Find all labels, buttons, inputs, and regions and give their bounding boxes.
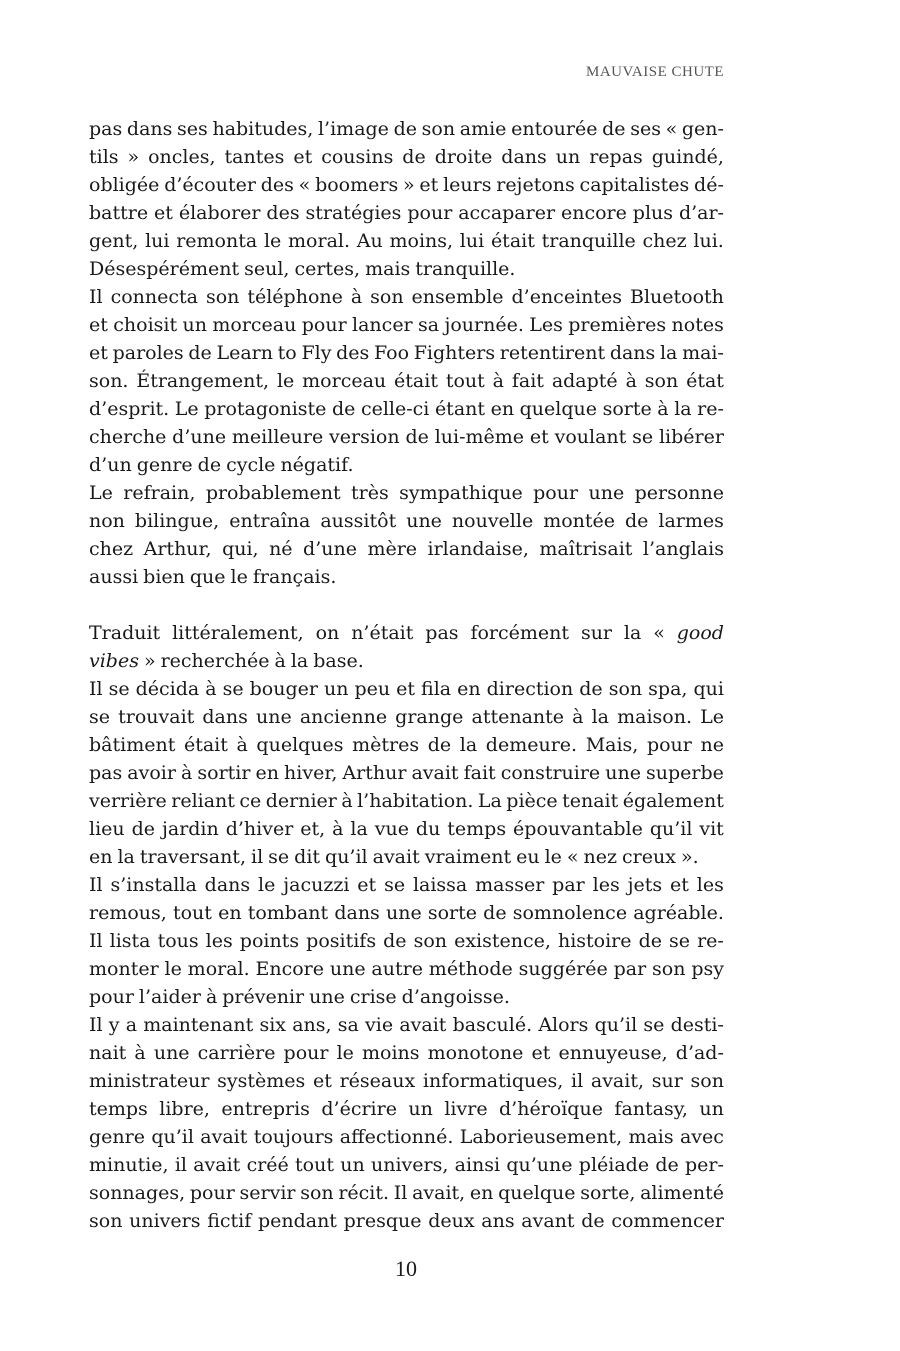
text-line: verrière reliant ce dernier à l’habitation. La pièce tenait également <box>89 790 724 812</box>
text-line: minutie, il avait créé tout un univers, ainsi qu’une pléiade de per- <box>89 1154 724 1176</box>
text-line: monter le moral. Encore une autre méthode suggérée par son psy <box>89 958 724 980</box>
text-line: Il y a maintenant six ans, sa vie avait basculé. Alors qu’il se desti- <box>89 1014 724 1036</box>
text-line: non bilingue, entraîna aussitôt une nouvelle montée de larmes <box>89 510 724 532</box>
text-line: se trouvait dans une ancienne grange attenante à la maison. Le <box>89 706 724 728</box>
text-line: tils » oncles, tantes et cousins de droite dans un repas guindé, <box>89 146 724 168</box>
text-line: pour l’aider à prévenir une crise d’angoisse. <box>89 986 510 1008</box>
text-line: Traduit littéralement, on n’était pas forcément sur la « good <box>89 622 724 644</box>
text-line: nait à une carrière pour le moins monotone et ennuyeuse, d’ad- <box>89 1042 724 1064</box>
blank-line <box>89 591 724 619</box>
text-line: Désespérément seul, certes, mais tranquille. <box>89 258 516 280</box>
text-line: d’un genre de cycle négatif. <box>89 454 354 476</box>
text-line: aussi bien que le français. <box>89 566 337 588</box>
text-line: en la traversant, il se dit qu’il avait vraiment eu le « nez creux ». <box>89 846 699 868</box>
text-line: Il se décida à se bouger un peu et fila en direction de son spa, qui <box>89 678 724 700</box>
text-line: pas dans ses habitudes, l’image de son amie entourée de ses « gen- <box>89 118 724 140</box>
text-line: et paroles de Learn to Fly des Foo Fighters retentirent dans la mai- <box>89 342 724 364</box>
text-line: chez Arthur, qui, né d’une mère irlandaise, maîtrisait l’anglais <box>89 538 724 560</box>
text-line: battre et élaborer des stratégies pour accaparer encore plus d’ar- <box>89 202 724 224</box>
text-line: obligée d’écouter des « boomers » et leurs rejetons capitalistes dé- <box>89 174 724 196</box>
text-line: bâtiment était à quelques mètres de la demeure. Mais, pour ne <box>89 734 724 756</box>
running-head: MAUVAISE CHUTE <box>586 64 724 80</box>
text-line: Il lista tous les points positifs de son existence, histoire de se re- <box>89 930 724 952</box>
text-line: Le refrain, probablement très sympathique pour une personne <box>89 482 724 504</box>
text-line: lieu de jardin d’hiver et, à la vue du temps épouvantable qu’il vit <box>89 818 724 840</box>
text-line: Il s’installa dans le jacuzzi et se laissa masser par les jets et les <box>89 874 724 896</box>
text-line: pas avoir à sortir en hiver, Arthur avait fait construire une superbe <box>89 762 724 784</box>
text-line: sonnages, pour servir son récit. Il avait, en quelque sorte, alimenté <box>89 1182 724 1204</box>
text-line: Il connecta son téléphone à son ensemble d’enceintes Bluetooth <box>89 286 724 308</box>
text-line: temps libre, entrepris d’écrire un livre d’héroïque fantasy, un <box>89 1098 724 1120</box>
text-line: vibes » recherchée à la base. <box>89 650 364 672</box>
text-line: ministrateur systèmes et réseaux informatiques, il avait, sur son <box>89 1070 724 1092</box>
text-line: genre qu’il avait toujours affectionné. Laborieusement, mais avec <box>89 1126 724 1148</box>
text-line: cherche d’une meilleure version de lui-même et voulant se libérer <box>89 426 724 448</box>
text-line: son univers fictif pendant presque deux ans avant de commencer <box>89 1210 724 1232</box>
text-line: remous, tout en tombant dans une sorte de somnolence agréable. <box>89 902 724 924</box>
text-line: son. Étrangement, le morceau était tout à fait adapté à son état <box>89 370 724 392</box>
body-text <box>89 115 724 1235</box>
text-line: gent, lui remonta le moral. Au moins, lui était tranquille chez lui. <box>89 230 724 252</box>
text-line: et choisit un morceau pour lancer sa journée. Les premières notes <box>89 314 724 336</box>
text-line: d’esprit. Le protagoniste de celle-ci étant en quelque sorte à la re- <box>89 398 724 420</box>
page-number: 10 <box>395 1256 417 1281</box>
